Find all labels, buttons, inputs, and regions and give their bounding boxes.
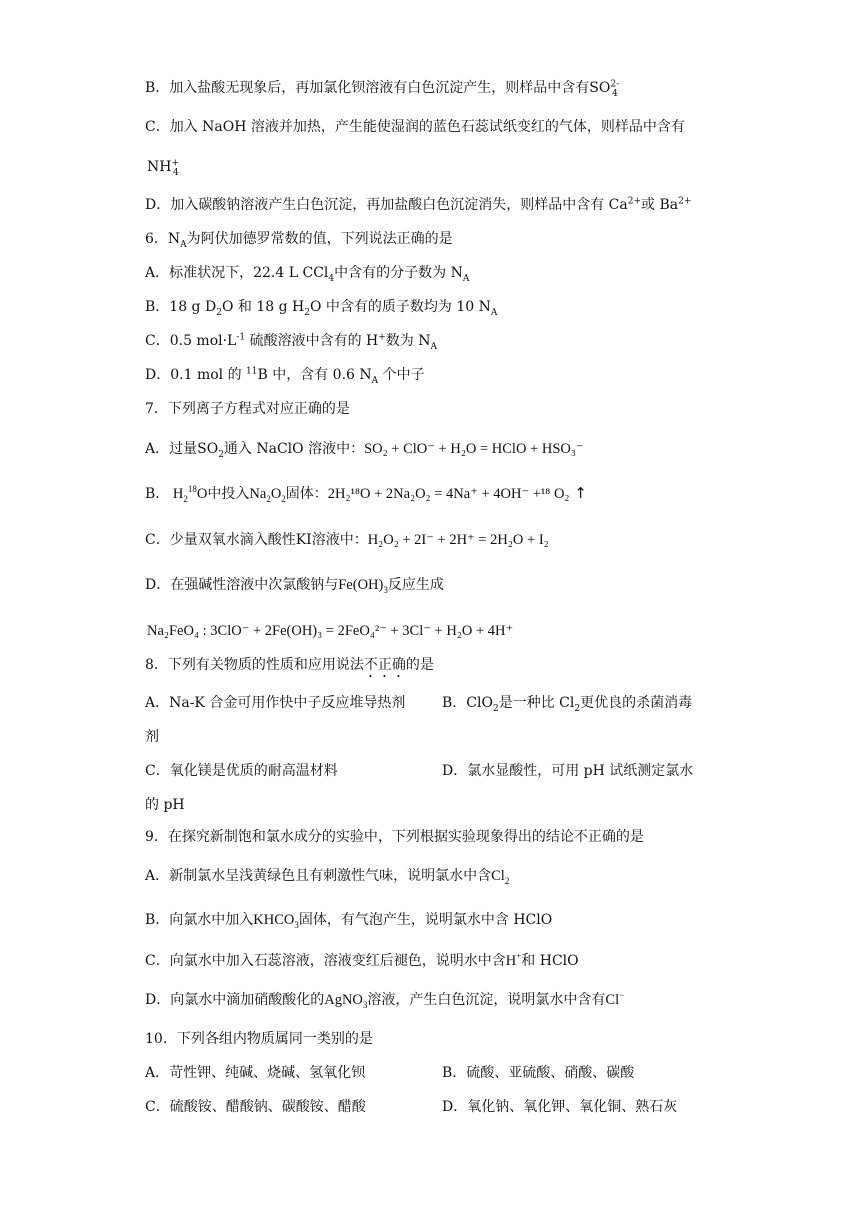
- q8-option-d-wrap: 的 pH: [145, 797, 185, 813]
- q8-option-c: C．氧化镁是优质的耐高温材料: [145, 763, 338, 779]
- q7-option-a: A．过量$SO_2$通入 NaClO 溶液中：SO₂ + ClO⁻ + H₂O = HClO + HSO₃⁻: [145, 441, 584, 460]
- q9-option-b: B．向氯水中加入$KHCO_3$固体，有气泡产生，说明氯水中含 HClO: [145, 912, 553, 930]
- q7-stem: 7．下列离子方程式对应正确的是: [145, 401, 350, 417]
- q7-c-equation: H₂O₂ + 2I⁻ + 2H⁺ = 2H₂O + I₂: [367, 532, 549, 548]
- q6-option-a: A．标准状况下，22.4 L CCl$_4$中含有的分子数为 $N_A$: [145, 265, 470, 284]
- q5-option-c-line2: $NH^+_4$: [147, 158, 180, 178]
- q6-option-d: D．0.1 mol 的 $^{11}$B 中，含有 0.6 $N_A$ 个中子: [145, 366, 425, 386]
- gas-arrow-icon: ↑: [569, 484, 587, 502]
- q5-option-d: D．加入碳酸钠溶液产生白色沉淀，再加盐酸白色沉淀消失，则样品中含有 $Ca^{2+}$或 $Ba^{2+}$: [145, 196, 692, 213]
- q10-option-b: B．硫酸、亚硫酸、硝酸、碳酸: [442, 1065, 635, 1081]
- q7-b-equation: 2H₂¹⁸O + 2Na₂O₂ = 4Na⁺ + 4OH⁻ +¹⁸ O₂: [327, 486, 570, 502]
- q6-stem: 6．$N_A$为阿伏加德罗常数的值，下列说法正确的是: [145, 231, 453, 250]
- q5-option-c-line1: C．加入 NaOH 溶液并加热，产生能使湿润的蓝色石蕊试纸变红的气体，则样品中含有: [145, 119, 685, 135]
- q7-option-d-line1: D．在强碱性溶液中次氯酸钠与$Fe(OH)_3$反应生成: [145, 577, 444, 595]
- q10-stem: 10．下列各组内物质属同一类别的是: [145, 1031, 373, 1047]
- q6-option-c: C．0.5 $mol\cdot L^{-1}$ 硫酸溶液中含有的 H+数为 $N_A$: [145, 332, 437, 352]
- q8-stem: 8．下列有关物质的性质和应用说法不正确的是: [145, 657, 434, 673]
- q10-option-a: A．苛性钾、纯碱、烧碱、氢氧化钡: [145, 1065, 366, 1081]
- q10-option-c: C．硫酸铵、醋酸钠、碳酸铵、醋酸: [145, 1099, 366, 1115]
- q8-option-b: B．ClO$_2$是一种比 $Cl_2$更优良的杀菌消毒: [442, 695, 693, 714]
- q7-a-equation: SO₂ + ClO⁻ + H₂O = HClO + HSO₃⁻: [364, 441, 584, 457]
- q8-option-a: A．Na-K 合金可用作快中子反应堆导热剂: [145, 695, 406, 711]
- q9-option-a: A．新制氯水呈浅黄绿色且有刺激性气味，说明氯水中含$Cl_2$: [145, 868, 510, 886]
- q8-option-d: D．氯水显酸性，可用 pH 试纸测定氯水: [442, 763, 694, 779]
- q9-option-c: C．向氯水中加入石蕊溶液，溶液变红后褪色，说明水中含H+和 HClO: [145, 951, 579, 969]
- q5-option-b: B．加入盐酸无现象后，再加氯化钡溶液有白色沉淀产生，则样品中含有$SO^{2-}_4$: [145, 79, 620, 99]
- q10-option-d: D．氧化钠、氧化钾、氧化铜、熟石灰: [442, 1099, 678, 1115]
- q8-option-b-wrap: 剂: [145, 729, 159, 745]
- q9-option-d: D．向氯水中滴加硝酸酸化的AgNO$_3$溶液，产生白色沉淀，说明氯水中含有Cl−: [145, 990, 625, 1010]
- q7-option-c: C．少量双氧水滴入酸性KI溶液中：H₂O₂ + 2I⁻ + 2H⁺ = 2H₂O + I₂: [145, 532, 549, 548]
- q7-d-equation: Na₂FeO₄ : 3ClO⁻ + 2Fe(OH)₃ = 2FeO₄²⁻ + 3Cl⁻ + H₂O + 4H⁺: [147, 623, 514, 639]
- q9-stem: 9．在探究新制饱和氯水成分的实验中，下列根据实验现象得出的结论不正确的是: [145, 829, 644, 845]
- q7-option-b: B． $H_2^{18}O$中投入$Na_2O_2$固体：2H₂¹⁸O + 2Na₂O₂ = 4Na⁺ + 4OH⁻ +¹⁸ O₂ ↑: [145, 484, 587, 504]
- emphasis-dots: 不正确: [363, 657, 406, 673]
- q6-option-b: B．18 g $D_2O$ 和 18 g $H_2O$ 中含有的质子数均为 10 $N_A$: [145, 299, 498, 318]
